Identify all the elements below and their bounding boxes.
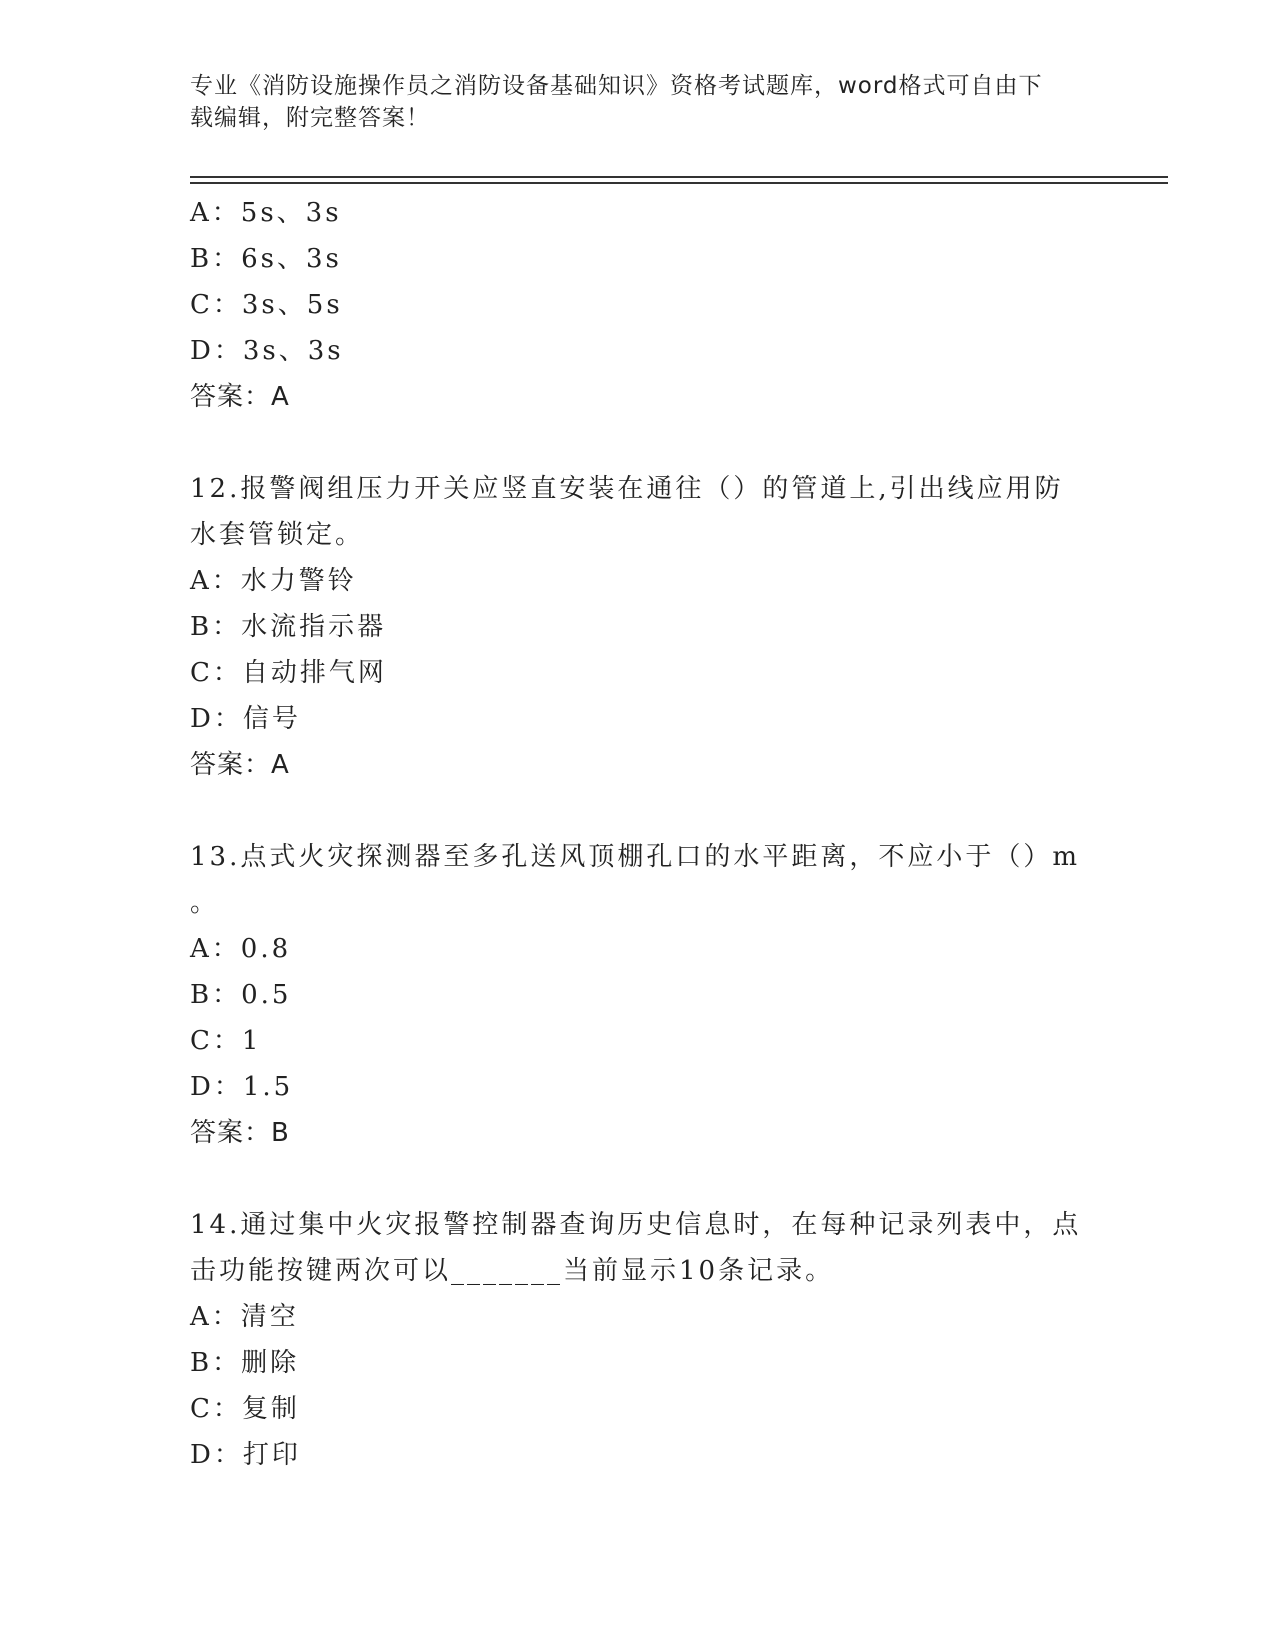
option-d: D：3s、3s [190,336,344,366]
answer-line: 答案：A [190,382,290,412]
question-text-line-2: 水套管锁定。 [190,520,365,550]
option-c: C：自动排气网 [190,658,387,688]
option-b: B：删除 [190,1348,300,1378]
spacer [190,1156,1090,1202]
option-a: A：0.8 [190,934,292,964]
question-14 [190,1202,1090,1478]
spacer [190,420,1090,466]
option-b: B：0.5 [190,980,292,1010]
question-text-line-1: 13.点式火灾探测器至多孔送风顶棚孔口的水平距离，不应小于（）m [190,842,1081,872]
option-d: D：1.5 [190,1072,294,1102]
spacer [190,788,1090,834]
option-c: C：1 [190,1026,262,1056]
question-11 [190,190,1090,420]
header-divider-bottom [190,182,1168,184]
question-text-line-2: 击功能按键两次可以_______当前显示10条记录。 [190,1256,835,1286]
question-text-line-1: 14.通过集中火灾报警控制器查询历史信息时，在每种记录列表中，点 [190,1210,1082,1240]
option-d: D：打印 [190,1440,301,1470]
header-line-1: 专业《消防设施操作员之消防设备基础知识》资格考试题库，word格式可自由下 [190,73,1043,99]
option-a: A：水力警铃 [190,566,357,596]
question-text-line-2: 。 [190,888,220,918]
header-line-2: 载编辑，附完整答案！ [190,105,430,131]
document-header [190,70,1090,134]
question-13 [190,834,1090,1156]
question-content [190,190,1090,1478]
question-text-line-1: 12.报警阀组压力开关应竖直安装在通往（）的管道上,引出线应用防 [190,474,1064,504]
option-d: D：信号 [190,704,301,734]
answer-line: 答案：B [190,1118,290,1148]
option-c: C：复制 [190,1394,300,1424]
option-a: A：5s、3s [190,198,342,228]
option-b: B：6s、3s [190,244,342,274]
option-b: B：水流指示器 [190,612,387,642]
option-a: A：清空 [190,1302,299,1332]
header-divider-top [190,176,1168,178]
question-12 [190,466,1090,788]
option-c: C：3s、5s [190,290,343,320]
answer-line: 答案：A [190,750,290,780]
